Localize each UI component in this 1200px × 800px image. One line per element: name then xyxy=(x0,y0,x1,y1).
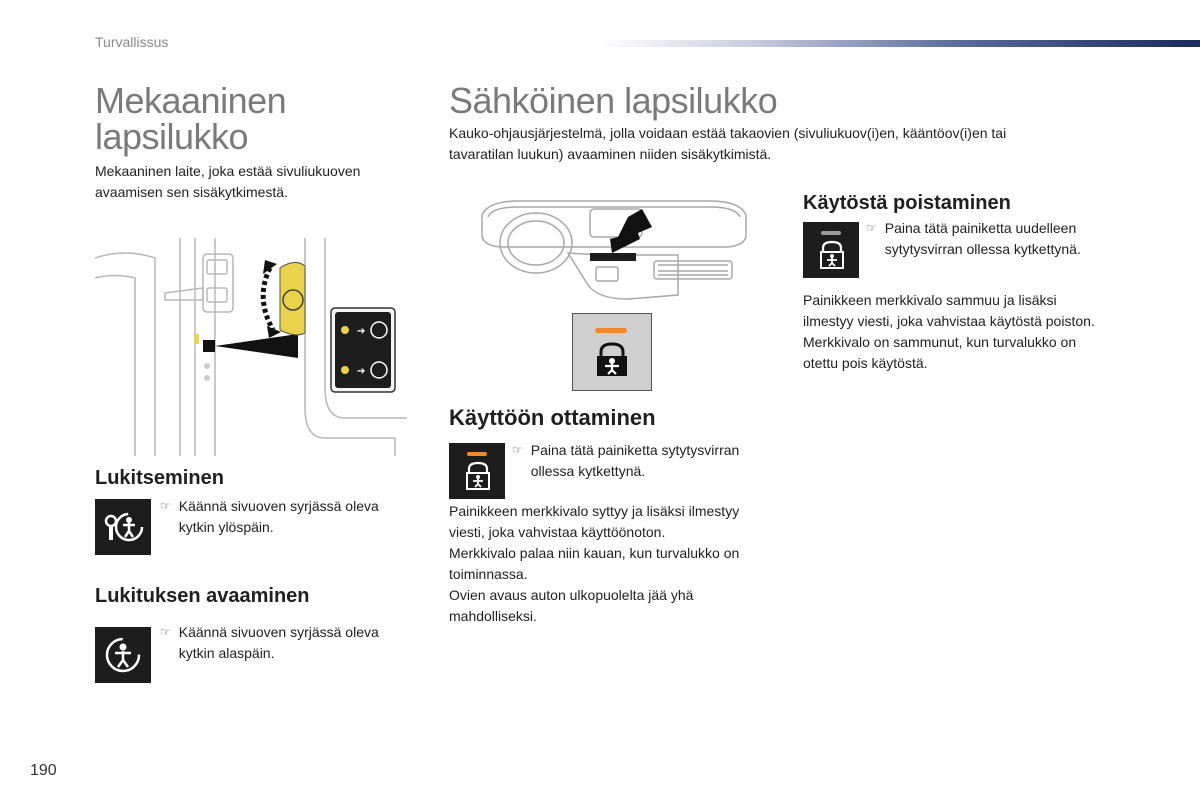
mechanical-lock-title xyxy=(95,80,287,157)
unlock-instruction-line2: kytkin alaspäin. xyxy=(178,645,275,661)
lock-instruction-line2: kytkin ylöspäin. xyxy=(178,519,274,535)
disable-instruction xyxy=(866,218,1081,260)
door-child-lock-illustration xyxy=(95,238,407,456)
enable-desc-line: Merkkivalo palaa niin kauan, kun turvalukko on xyxy=(449,545,740,561)
enable-desc-line: viesti, joka vahvistaa käyttöönoton. xyxy=(449,524,666,540)
indicator-light-off xyxy=(821,231,841,235)
enable-instruction xyxy=(512,440,739,482)
disable-desc-line: Painikkeen merkkivalo sammuu ja lisäksi xyxy=(803,292,1057,308)
lock-heading: Lukitseminen xyxy=(95,467,224,489)
child-lock-engaged-icon xyxy=(95,499,151,555)
indicator-light-on xyxy=(595,328,627,333)
enable-heading: Käyttöön ottaminen xyxy=(449,405,656,430)
enable-instruction-line1: Paina tätä painiketta sytytysvirran xyxy=(530,442,740,458)
mechanical-intro-line2: avaamisen sen sisäkytkimestä. xyxy=(95,184,288,200)
section-title: Turvallissus xyxy=(95,34,169,50)
indicator-light-on xyxy=(467,452,487,456)
disable-instruction-line1: Paina tätä painiketta uudelleen xyxy=(884,220,1077,236)
hand-pointer-icon: ☞ xyxy=(512,443,523,457)
disable-heading: Käytöstä poistaminen xyxy=(803,192,1011,214)
child-lock-button-off-icon xyxy=(803,222,859,278)
enable-desc-line: Ovien avaus auton ulkopuolelta jää yhä xyxy=(449,587,694,603)
electric-intro-line2: tavaratilan luukun) avaaminen niiden sisäkytkimistä. xyxy=(449,146,772,162)
child-lock-symbol-icon xyxy=(819,240,845,270)
mechanical-intro-line1: Mekaaninen laite, joka estää sivuliukuoven xyxy=(95,163,361,179)
child-lock-symbol-icon xyxy=(595,342,629,378)
unlock-heading: Lukituksen avaaminen xyxy=(95,585,310,607)
enable-desc-line: Painikkeen merkkivalo syttyy ja lisäksi ilmestyy xyxy=(449,503,740,519)
mechanical-lock-intro xyxy=(95,161,425,203)
child-lock-button-on-icon xyxy=(449,443,505,499)
mechanical-lock-title-line1: Mekaaninen xyxy=(95,80,287,121)
enable-description xyxy=(449,501,789,627)
lock-instruction-line1: Käännä sivuoven syrjässä oleva xyxy=(178,498,379,514)
enable-desc-line: toiminnassa. xyxy=(449,566,528,582)
svg-text:➔: ➔ xyxy=(357,326,366,337)
mechanical-lock-title-line2: lapsilukko xyxy=(95,116,249,157)
child-lock-symbol-icon xyxy=(465,461,491,491)
page-number: 190 xyxy=(30,762,57,779)
hand-pointer-icon: ☞ xyxy=(160,499,171,513)
disable-desc-line: ilmestyy viesti, joka vahvistaa käytöstä poiston. xyxy=(803,313,1095,329)
unlock-instruction-line1: Käännä sivuoven syrjässä oleva xyxy=(178,624,379,640)
unlock-instruction xyxy=(160,622,379,664)
disable-desc-line: otettu pois käytöstä. xyxy=(803,355,928,371)
electric-intro-line1: Kauko-ohjausjärjestelmä, jolla voidaan estää takaovien (sivuliukuov(i)en, kääntöov(i)en tai xyxy=(449,125,1007,141)
electric-lock-title: Sähköinen lapsilukko xyxy=(449,80,778,121)
hand-pointer-icon: ☞ xyxy=(160,625,171,639)
enable-instruction-line2: ollessa kytkettynä. xyxy=(530,463,646,479)
child-lock-button-closeup xyxy=(572,313,652,391)
dashboard-illustration xyxy=(478,195,750,305)
lock-instruction xyxy=(160,496,379,538)
child-lock-released-icon xyxy=(95,627,151,683)
disable-desc-line: Merkkivalo on sammunut, kun turvalukko on xyxy=(803,334,1077,350)
disable-description xyxy=(803,290,1163,374)
header-accent-bar xyxy=(600,40,1200,47)
disable-instruction-line2: sytytysvirran ollessa kytkettynä. xyxy=(884,241,1081,257)
hand-pointer-icon: ☞ xyxy=(866,221,877,235)
enable-desc-line: mahdolliseksi. xyxy=(449,608,537,624)
electric-lock-intro xyxy=(449,123,1109,165)
svg-text:➔: ➔ xyxy=(357,366,366,377)
